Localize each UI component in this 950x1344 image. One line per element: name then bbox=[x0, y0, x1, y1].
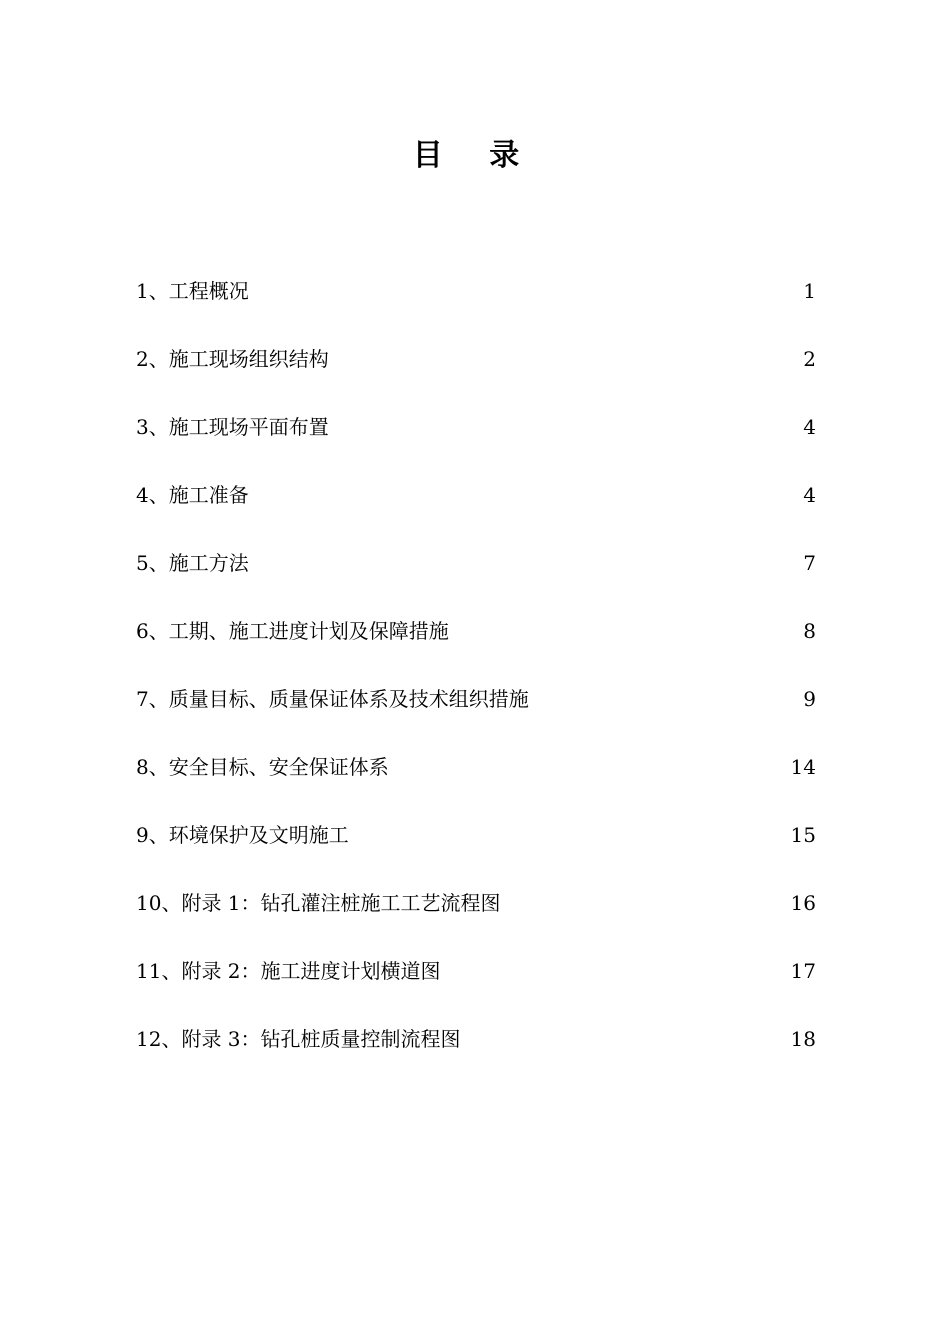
toc-entry-label: 7、质量目标、质量保证体系及技术组织措施 bbox=[136, 687, 529, 711]
toc-entry-label: 1、工程概况 bbox=[136, 279, 249, 303]
toc-entry[interactable] bbox=[136, 597, 816, 665]
toc-entry-page: 2 bbox=[803, 347, 816, 371]
toc-entry-page: 4 bbox=[803, 415, 816, 439]
toc-entry-page: 18 bbox=[790, 1027, 816, 1051]
toc-entry[interactable] bbox=[136, 461, 816, 529]
toc-entry-label: 5、施工方法 bbox=[136, 551, 249, 575]
toc-entry-label: 11、附录 2：施工进度计划横道图 bbox=[136, 959, 441, 983]
toc-entry[interactable] bbox=[136, 733, 816, 801]
toc-entry-page: 16 bbox=[790, 891, 816, 915]
toc-entry-label: 9、环境保护及文明施工 bbox=[136, 823, 349, 847]
toc-entry-page: 9 bbox=[803, 687, 816, 711]
toc-entry-label: 4、施工准备 bbox=[136, 483, 249, 507]
toc-entry[interactable] bbox=[136, 801, 816, 869]
toc-entry[interactable] bbox=[136, 937, 816, 1005]
toc-entry[interactable] bbox=[136, 665, 816, 733]
toc-entry-label: 10、附录 1：钻孔灌注桩施工工艺流程图 bbox=[136, 891, 501, 915]
toc-entry-page: 8 bbox=[803, 619, 816, 643]
toc-entry-label: 8、安全目标、安全保证体系 bbox=[136, 755, 389, 779]
toc-entry-page: 7 bbox=[803, 551, 816, 575]
toc-title: 目 录 bbox=[412, 138, 538, 173]
toc-entry-page: 15 bbox=[790, 823, 816, 847]
toc-entry[interactable] bbox=[136, 1005, 816, 1073]
toc-entry-page: 17 bbox=[790, 959, 816, 983]
toc-entry-label: 12、附录 3：钻孔桩质量控制流程图 bbox=[136, 1027, 461, 1051]
toc-entry-page: 4 bbox=[803, 483, 816, 507]
toc-entry-label: 2、施工现场组织结构 bbox=[136, 347, 329, 371]
toc-entry[interactable] bbox=[136, 529, 816, 597]
toc-entry[interactable] bbox=[136, 393, 816, 461]
toc-entry-label: 3、施工现场平面布置 bbox=[136, 415, 329, 439]
toc-entry[interactable] bbox=[136, 325, 816, 393]
toc-entry[interactable] bbox=[136, 869, 816, 937]
toc-entry-page: 14 bbox=[790, 755, 816, 779]
toc-entry-page: 1 bbox=[803, 279, 816, 303]
toc-entry-label: 6、工期、施工进度计划及保障措施 bbox=[136, 619, 449, 643]
toc-entry[interactable] bbox=[136, 257, 816, 325]
toc-list bbox=[136, 257, 816, 1073]
